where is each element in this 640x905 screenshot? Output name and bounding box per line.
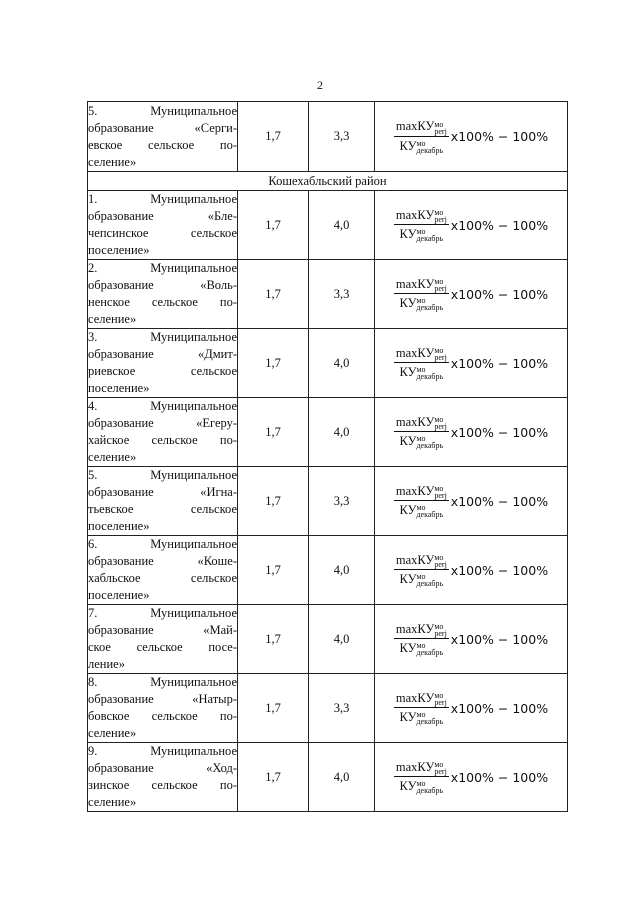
denominator-scripts: [416, 642, 443, 656]
value-max: 3,3: [309, 260, 375, 329]
denominator-main: КУ: [399, 503, 417, 517]
denominator-scripts: [416, 228, 443, 242]
numerator-main: maxКУ: [395, 345, 435, 360]
formula-tail: x100% − 100%: [450, 769, 549, 785]
name-line: ское сельское посе-: [88, 640, 237, 654]
denominator-sup: мо: [416, 365, 426, 375]
denominator-sub: декабрь: [416, 510, 444, 520]
numerator-sub: рerj: [434, 560, 447, 569]
name-line: 6. Муниципальное: [88, 537, 237, 551]
name-line: образование «Коше-: [88, 554, 237, 568]
fraction-numerator: [394, 760, 449, 777]
fraction: [394, 760, 449, 794]
municipality-name: [88, 467, 238, 536]
denominator-sub: декабрь: [416, 786, 444, 796]
fraction-numerator: [394, 415, 449, 432]
name-line: ненское сельское по-: [88, 295, 237, 309]
numerator-sub: рerj: [434, 767, 447, 776]
numerator-sup: мо: [434, 277, 444, 286]
table-row: [88, 398, 568, 467]
numerator-scripts: [434, 554, 446, 568]
name-line: бовское сельское по-: [88, 709, 237, 723]
denominator-main: КУ: [399, 296, 417, 310]
denominator-sup: мо: [416, 434, 426, 444]
name-line: поселение»: [88, 519, 150, 533]
name-line: образование «Серги-: [88, 120, 237, 135]
name-line: 7. Муниципальное: [88, 606, 237, 620]
numerator-main: maxКУ: [395, 552, 435, 567]
value-max: 3,3: [309, 467, 375, 536]
numerator-scripts: [434, 209, 446, 223]
denominator-scripts: [416, 435, 443, 449]
fraction: [394, 622, 449, 656]
denominator-main: КУ: [399, 572, 417, 586]
value-max: 3,3: [309, 102, 375, 172]
numerator-main: maxКУ: [395, 483, 435, 498]
numerator-sup: мо: [434, 760, 444, 769]
name-line: поселение»: [88, 243, 150, 257]
tariff-table: [87, 101, 568, 812]
numerator-sub: рerj: [434, 698, 447, 707]
value-max: 4,0: [309, 329, 375, 398]
name-line: образование «Дмит-: [88, 347, 237, 361]
fraction-numerator: [394, 622, 449, 639]
numerator-scripts: [434, 761, 446, 775]
formula-cell: [375, 329, 568, 398]
name-line: образование «Бле-: [88, 209, 237, 223]
numerator-main: maxКУ: [395, 621, 435, 636]
name-line: чепсинское сельское: [88, 226, 237, 240]
fraction-numerator: [394, 484, 449, 501]
formula-tail: x100% − 100%: [450, 631, 549, 647]
municipality-name: [88, 536, 238, 605]
fraction-denominator: [394, 225, 449, 242]
numerator-scripts: [434, 121, 446, 135]
table-row: [88, 743, 568, 812]
name-line: 8. Муниципальное: [88, 675, 237, 689]
name-line: селение»: [88, 154, 137, 169]
name-line: поселение»: [88, 588, 150, 602]
formula-cell: [375, 260, 568, 329]
municipality-name: [88, 674, 238, 743]
denominator-sub: декабрь: [416, 145, 444, 155]
table-row: [88, 191, 568, 260]
page-number: 2: [317, 78, 323, 92]
name-line: поселение»: [88, 381, 150, 395]
numerator-sup: мо: [434, 208, 444, 217]
name-line: образование «Егеру-: [88, 416, 237, 430]
formula-cell: [375, 102, 568, 172]
value-min: 1,7: [238, 674, 309, 743]
value-max: 4,0: [309, 743, 375, 812]
name-line: образование «Ход-: [88, 761, 237, 775]
municipality-name: [88, 398, 238, 467]
denominator-sup: мо: [416, 641, 426, 651]
numerator-sup: мо: [434, 691, 444, 700]
numerator-sub: рerj: [434, 126, 447, 136]
denominator-main: КУ: [399, 710, 417, 724]
denominator-sub: декабрь: [416, 579, 444, 589]
fraction: [394, 484, 449, 518]
formula-cell: [375, 536, 568, 605]
value-min: 1,7: [238, 536, 309, 605]
numerator-sub: рerj: [434, 491, 447, 500]
fraction-numerator: [394, 119, 449, 136]
municipality-name: [88, 743, 238, 812]
fraction-numerator: [394, 691, 449, 708]
numerator-scripts: [434, 623, 446, 637]
denominator-scripts: [416, 711, 443, 725]
numerator-sup: мо: [434, 346, 444, 355]
value-max: 4,0: [309, 536, 375, 605]
denominator-sub: декабрь: [416, 372, 444, 382]
denominator-scripts: [416, 140, 443, 154]
numerator-sup: мо: [434, 553, 444, 562]
formula-tail: x100% − 100%: [450, 562, 549, 578]
value-min: 1,7: [238, 102, 309, 172]
municipality-name: [88, 191, 238, 260]
fraction-numerator: [394, 553, 449, 570]
fraction-denominator: [394, 570, 449, 587]
numerator-sup: мо: [434, 415, 444, 424]
name-line: 5. Муниципальное: [88, 468, 237, 482]
denominator-sup: мо: [416, 138, 426, 148]
municipality-name: [88, 102, 238, 172]
table-row: [88, 605, 568, 674]
name-line: образование «Натыр-: [88, 692, 237, 706]
numerator-main: maxКУ: [395, 759, 435, 774]
value-max: 4,0: [309, 191, 375, 260]
denominator-scripts: [416, 504, 443, 518]
numerator-scripts: [434, 278, 446, 292]
fraction-denominator: [394, 137, 449, 154]
table-row: [88, 260, 568, 329]
denominator-sup: мо: [416, 572, 426, 582]
denominator-sup: мо: [416, 779, 426, 789]
fraction: [394, 553, 449, 587]
name-line: селение»: [88, 726, 137, 740]
name-line: евское сельское по-: [88, 137, 237, 152]
name-line: риевское сельское: [88, 364, 237, 378]
name-line: селение»: [88, 312, 137, 326]
name-line: образование «Май-: [88, 623, 237, 637]
formula-cell: [375, 674, 568, 743]
denominator-scripts: [416, 573, 443, 587]
district-row: [88, 172, 568, 191]
fraction-denominator: [394, 294, 449, 311]
numerator-sub: рerj: [434, 422, 447, 431]
value-min: 1,7: [238, 191, 309, 260]
numerator-main: maxКУ: [395, 414, 435, 429]
name-line: образование «Игна-: [88, 485, 237, 499]
fraction: [394, 691, 449, 725]
formula-tail: x100% − 100%: [450, 700, 549, 716]
table-row: [88, 102, 568, 172]
fraction-numerator: [394, 277, 449, 294]
numerator-sub: рerj: [434, 284, 447, 293]
numerator-scripts: [434, 692, 446, 706]
value-max: 3,3: [309, 674, 375, 743]
value-min: 1,7: [238, 467, 309, 536]
numerator-main: maxКУ: [395, 276, 435, 291]
formula-tail: x100% − 100%: [450, 129, 549, 144]
numerator-main: maxКУ: [395, 119, 435, 134]
name-line: образование «Воль-: [88, 278, 237, 292]
name-line: тьевское сельское: [88, 502, 237, 516]
fraction: [394, 346, 449, 380]
fraction-numerator: [394, 208, 449, 225]
formula-cell: [375, 398, 568, 467]
table-row: [88, 329, 568, 398]
numerator-scripts: [434, 485, 446, 499]
formula-tail: x100% − 100%: [450, 286, 549, 302]
name-line: 1. Муниципальное: [88, 192, 237, 206]
numerator-main: maxКУ: [395, 690, 435, 705]
value-max: 4,0: [309, 398, 375, 467]
fraction-denominator: [394, 501, 449, 518]
name-line: 3. Муниципальное: [88, 330, 237, 344]
name-line: селение»: [88, 450, 137, 464]
name-line: 2. Муниципальное: [88, 261, 237, 275]
denominator-sup: мо: [416, 296, 426, 306]
denominator-scripts: [416, 366, 443, 380]
value-max: 4,0: [309, 605, 375, 674]
denominator-sub: декабрь: [416, 441, 444, 451]
name-line: хайское сельское по-: [88, 433, 237, 447]
name-line: ление»: [88, 657, 125, 671]
numerator-sup: мо: [434, 119, 444, 129]
table-row: [88, 674, 568, 743]
municipality-name: [88, 605, 238, 674]
formula-tail: x100% − 100%: [450, 355, 549, 371]
formula-cell: [375, 191, 568, 260]
name-line: зинское сельское по-: [88, 778, 237, 792]
denominator-sub: декабрь: [416, 717, 444, 727]
denominator-scripts: [416, 297, 443, 311]
municipality-name: [88, 260, 238, 329]
denominator-sup: мо: [416, 503, 426, 513]
formula-tail: x100% − 100%: [450, 493, 549, 509]
numerator-sub: рerj: [434, 353, 447, 362]
formula-tail: x100% − 100%: [450, 424, 549, 440]
numerator-main: maxКУ: [395, 207, 435, 222]
denominator-main: КУ: [399, 138, 417, 153]
fraction: [394, 277, 449, 311]
formula-cell: [375, 743, 568, 812]
fraction-denominator: [394, 777, 449, 794]
fraction-denominator: [394, 639, 449, 656]
fraction-denominator: [394, 363, 449, 380]
municipality-name: [88, 329, 238, 398]
numerator-sup: мо: [434, 484, 444, 493]
value-min: 1,7: [238, 398, 309, 467]
formula-cell: [375, 467, 568, 536]
denominator-main: КУ: [399, 779, 417, 793]
fraction-denominator: [394, 708, 449, 725]
fraction: [394, 119, 449, 153]
denominator-sup: мо: [416, 710, 426, 720]
numerator-scripts: [434, 416, 446, 430]
denominator-sub: декабрь: [416, 234, 444, 244]
value-min: 1,7: [238, 743, 309, 812]
name-line: 9. Муниципальное: [88, 744, 237, 758]
numerator-sup: мо: [434, 622, 444, 631]
value-min: 1,7: [238, 260, 309, 329]
value-min: 1,7: [238, 605, 309, 674]
name-line: 5. Муниципальное: [88, 103, 237, 118]
formula-cell: [375, 605, 568, 674]
name-line: хабльское сельское: [88, 571, 237, 585]
denominator-main: КУ: [399, 434, 417, 448]
numerator-sub: рerj: [434, 215, 447, 224]
denominator-main: КУ: [399, 227, 417, 241]
fraction-denominator: [394, 432, 449, 449]
denominator-main: КУ: [399, 365, 417, 379]
formula-tail: x100% − 100%: [450, 217, 549, 233]
denominator-sup: мо: [416, 227, 426, 237]
table-row: [88, 536, 568, 605]
district-heading: Кошехабльский район: [88, 172, 568, 191]
numerator-scripts: [434, 347, 446, 361]
value-min: 1,7: [238, 329, 309, 398]
fraction: [394, 208, 449, 242]
fraction: [394, 415, 449, 449]
denominator-main: КУ: [399, 641, 417, 655]
numerator-sub: рerj: [434, 629, 447, 638]
fraction-numerator: [394, 346, 449, 363]
denominator-scripts: [416, 780, 443, 794]
denominator-sub: декабрь: [416, 648, 444, 658]
name-line: селение»: [88, 795, 137, 809]
table-row: [88, 467, 568, 536]
name-line: 4. Муниципальное: [88, 399, 237, 413]
denominator-sub: декабрь: [416, 303, 444, 313]
